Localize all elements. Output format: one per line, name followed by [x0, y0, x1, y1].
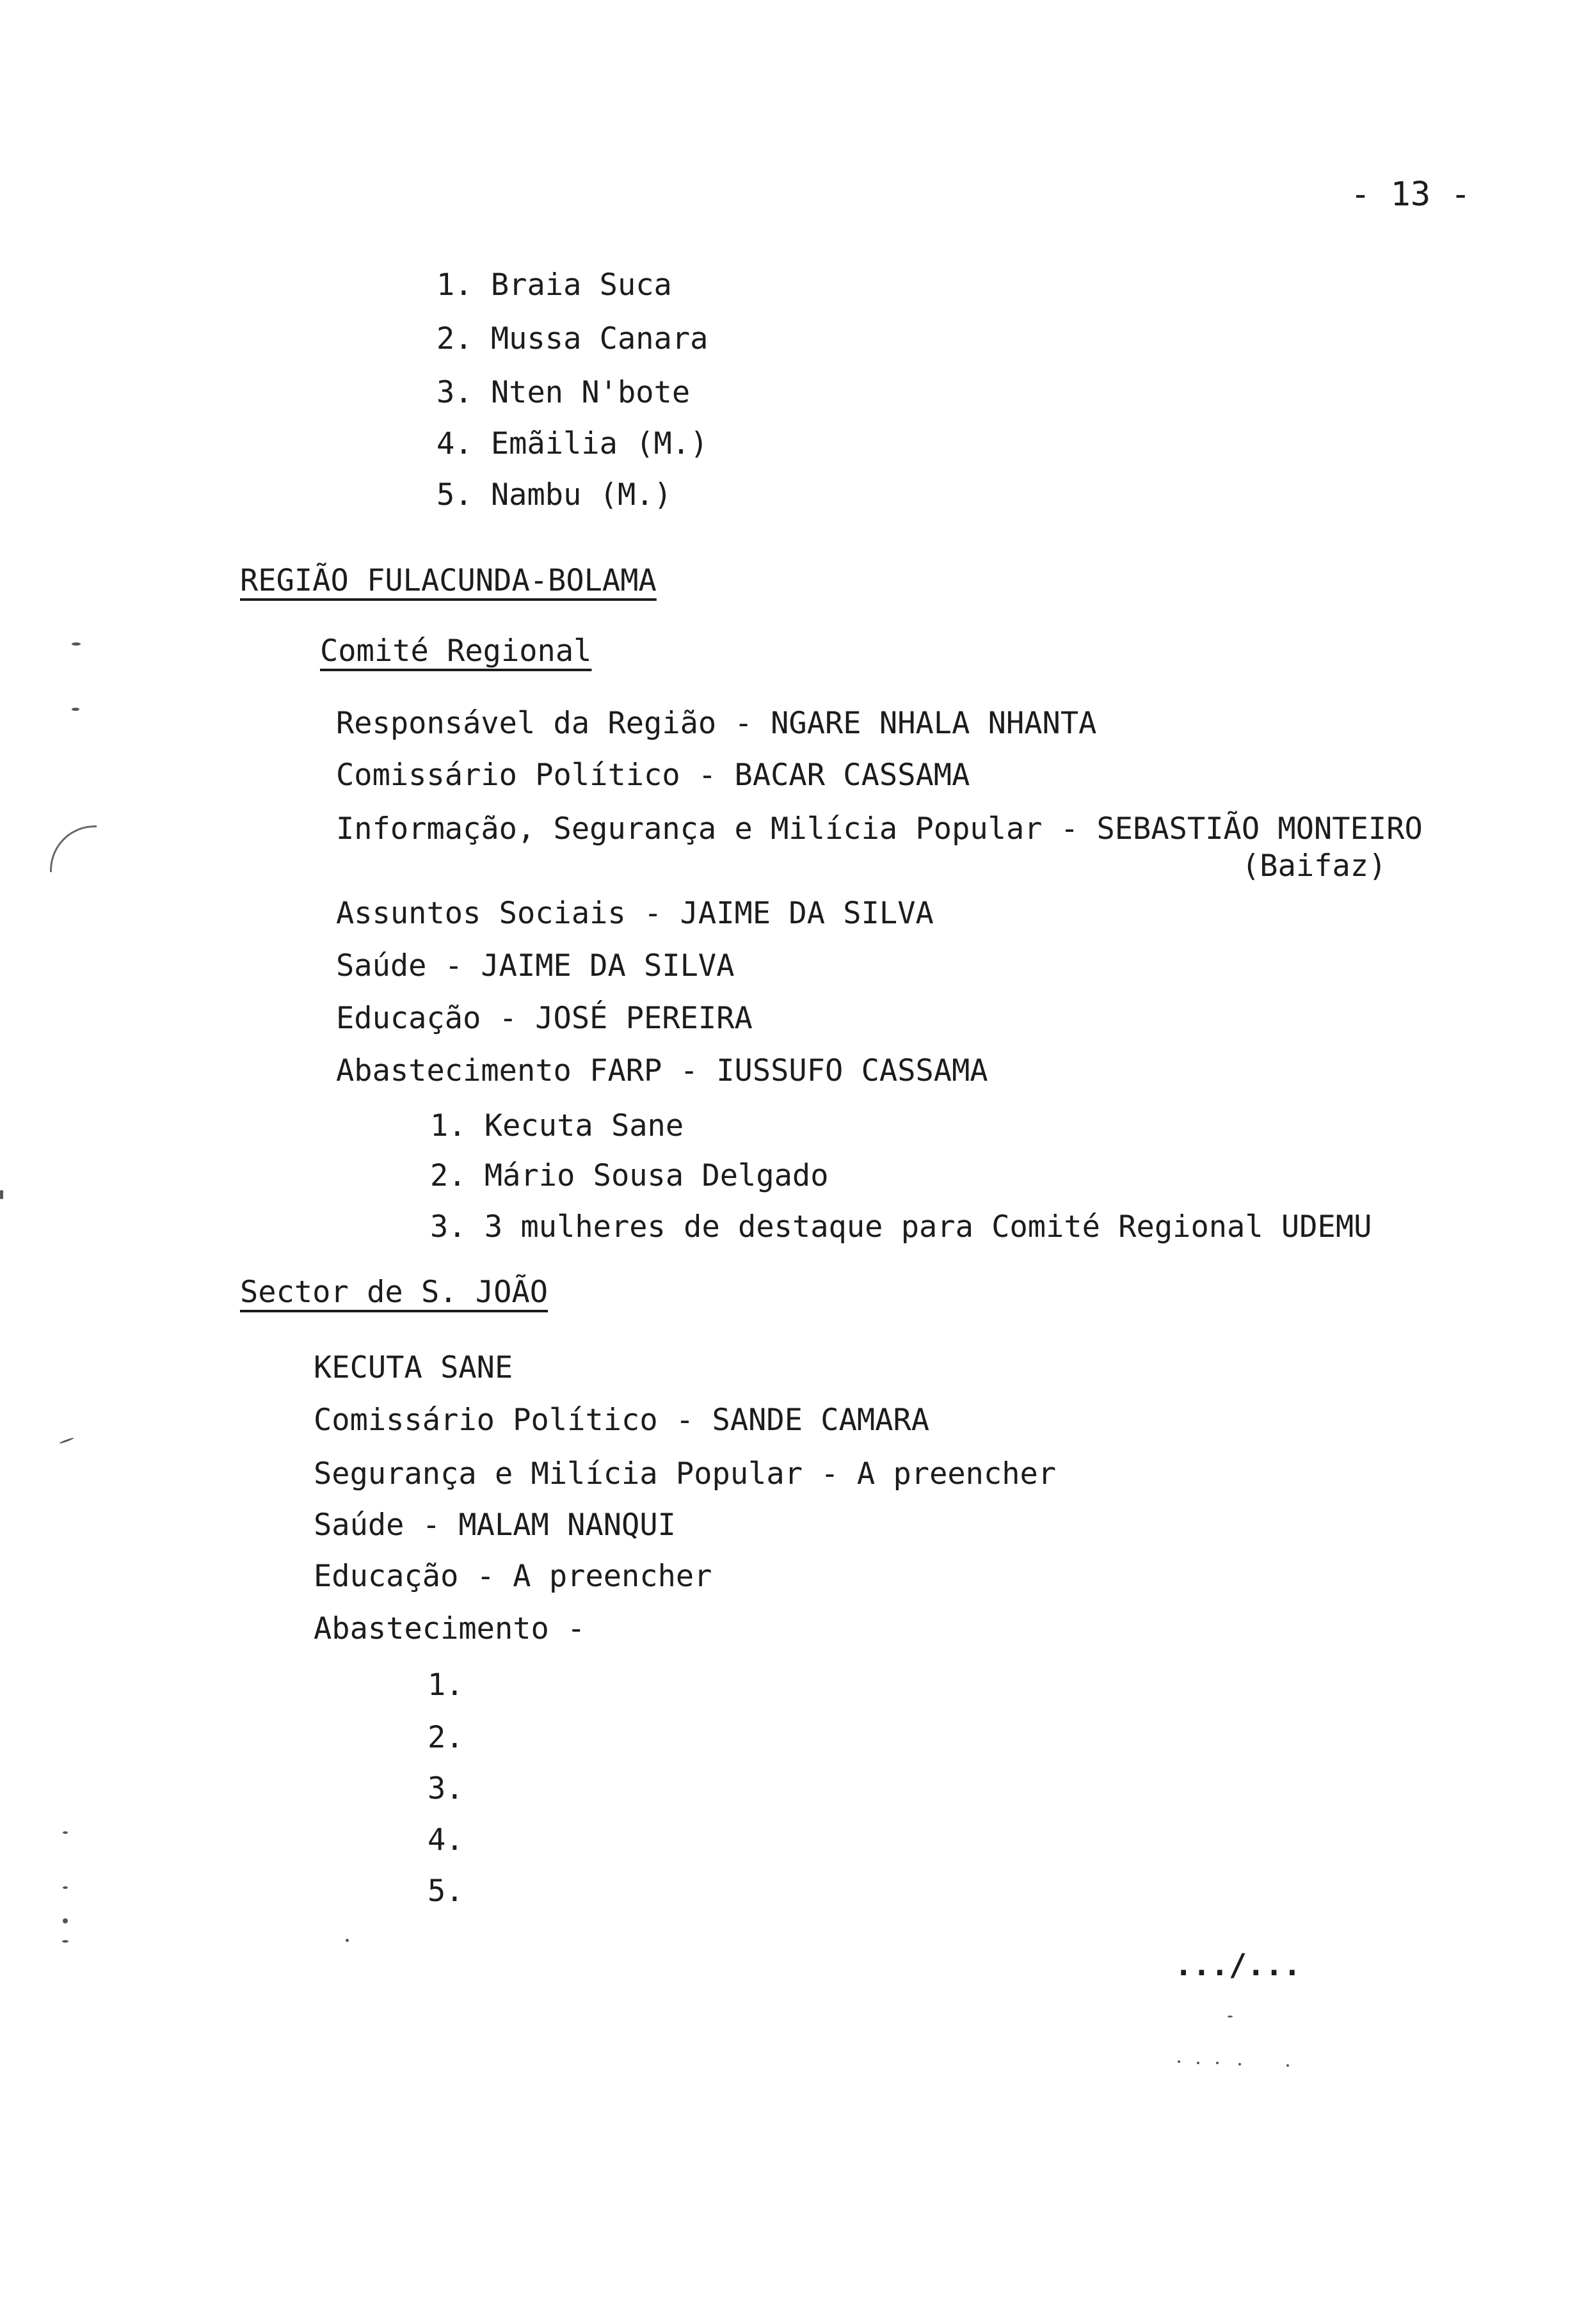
- role-line: Saúde - MALAM NANQUI: [314, 1508, 676, 1543]
- list-item: 3. 3 mulheres de destaque para Comité Regional UDEMU: [430, 1209, 1372, 1245]
- list-item: 2. Mário Sousa Delgado: [430, 1158, 829, 1193]
- scan-speck: [63, 1918, 68, 1923]
- role-line: Responsável da Região - NGARE NHALA NHANTA: [336, 706, 1097, 741]
- list-item: 1.: [428, 1667, 464, 1703]
- page-number: - 13 -: [1350, 175, 1471, 214]
- role-line: Assuntos Sociais - JAIME DA SILVA: [336, 896, 934, 931]
- scan-speck: [1178, 2060, 1180, 2063]
- list-item: 1. Kecuta Sane: [430, 1108, 684, 1143]
- scan-speck: [346, 1939, 349, 1942]
- regional-committee-heading: Comité Regional: [320, 633, 592, 669]
- scan-speck: [1197, 2062, 1199, 2064]
- scan-speck: [1216, 2062, 1219, 2064]
- sector-heading: Sector de S. JOÃO: [240, 1275, 548, 1310]
- role-line: Educação - A preencher: [314, 1559, 712, 1594]
- margin-mark: [50, 825, 97, 872]
- scan-speck: [1286, 2064, 1289, 2067]
- scan-speck: [72, 708, 79, 711]
- role-line: Informação, Segurança e Milícia Popular - SEBASTIÃO MONTEIRO: [336, 811, 1423, 847]
- continuation-mark: .../...: [1174, 1948, 1302, 1983]
- scan-speck: [1228, 2016, 1233, 2018]
- list-item: 5.: [428, 1874, 464, 1909]
- role-line: Comissário Político - BACAR CASSAMA: [336, 758, 970, 793]
- scan-speck: [0, 1190, 3, 1199]
- scan-speck: [62, 1940, 68, 1943]
- scan-speck: [59, 1437, 74, 1444]
- scan-speck: [72, 642, 81, 646]
- region-heading: REGIÃO FULACUNDA-BOLAMA: [240, 563, 657, 598]
- scan-speck: [63, 1886, 68, 1889]
- role-line: Abastecimento -: [314, 1611, 586, 1646]
- list-item: 2. Mussa Canara: [436, 321, 708, 356]
- role-line: Educação - JOSÉ PEREIRA: [336, 1001, 753, 1036]
- list-item: 4.: [428, 1822, 464, 1858]
- scan-speck: [63, 1831, 68, 1834]
- list-item: 3.: [428, 1771, 464, 1806]
- role-line: Abastecimento FARP - IUSSUFO CASSAMA: [336, 1053, 988, 1088]
- list-item: 2.: [428, 1720, 464, 1755]
- role-line: Saúde - JAIME DA SILVA: [336, 948, 735, 983]
- list-item: 5. Nambu (M.): [436, 477, 672, 513]
- role-line: Comissário Político - SANDE CAMARA: [314, 1403, 930, 1438]
- list-item: 3. Nten N'bote: [436, 375, 691, 410]
- role-line-continuation: (Baifaz): [1242, 848, 1387, 884]
- list-item: 1. Braia Suca: [436, 267, 672, 303]
- role-line: Segurança e Milícia Popular - A preencher: [314, 1456, 1057, 1492]
- scan-speck: [1238, 2063, 1241, 2065]
- list-item: 4. Emãilia (M.): [436, 426, 708, 461]
- role-line: KECUTA SANE: [314, 1350, 513, 1385]
